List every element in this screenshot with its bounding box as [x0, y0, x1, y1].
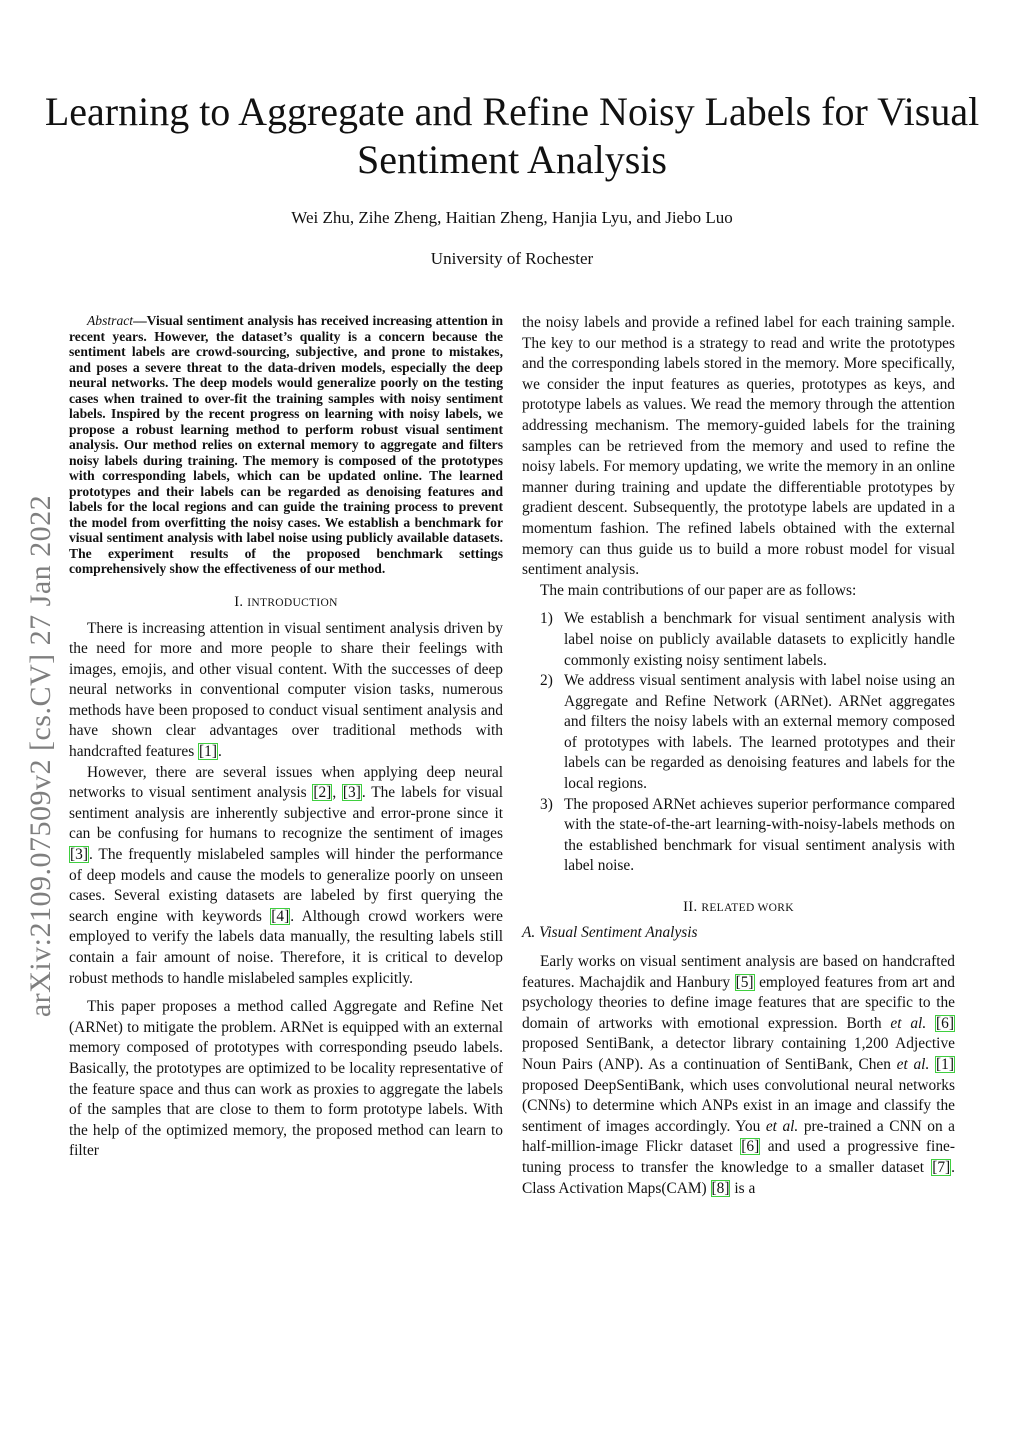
text-run: pre-trained a CNN on a half-million-image Flickr dataset: [522, 1117, 955, 1156]
section-heading-introduction: [69, 594, 503, 611]
citation-link[interactable]: [6]: [741, 1138, 760, 1156]
list-number: 2): [540, 672, 553, 690]
citation-link[interactable]: [7]: [932, 1158, 951, 1176]
citation-link[interactable]: [3]: [70, 846, 88, 864]
citation-link[interactable]: [3]: [342, 784, 361, 802]
section-heading-related-work: [522, 899, 955, 916]
abstract-lead: Abstract: [87, 313, 134, 328]
subsection-heading: A. Visual Sentiment Analysis: [522, 924, 698, 942]
text-run: et al.: [890, 1014, 927, 1032]
citation-link[interactable]: [2]: [313, 784, 332, 802]
list-text: We address visual sentiment analysis with label noise using an Aggregate and Refine Network (ARNet). ARNet aggregates and filters the noisy labels with an external memory composed of prototypes with labels. The learned prototypes and their labels can be regarded as denoising features and labels for the local regions.: [564, 672, 955, 793]
list-item: [522, 609, 955, 671]
related-paragraph-1: [522, 952, 955, 1199]
contributions-intro: The main contributions of our paper are as follows:: [540, 581, 857, 599]
intro-paragraph-1: [69, 619, 503, 763]
citation-link[interactable]: [8]: [711, 1179, 730, 1197]
abstract-text: —Visual sentiment analysis has received increasing attention in recent years. However, the dataset’s quality is a concern because the sentiment labels are crowd-sourcing, subjective, and prone to mistakes, and poses a severe threat to the data-driven models, especially the deep neural networks. The deep models would generalize poorly on the testing cases when trained to over-fit the training samples with noisy sentiment labels. Inspired by the recent progress on learning with noisy labels, we propose a robust learning method to perform robust visual sentiment analysis. Our method relies on external memory to aggregate and filters noisy labels during training. The memory is composed of the prototypes with corresponding labels, which can be updated online. The learned prototypes and their labels can be regarded as denoising features and labels for the local regions and can guide the training process to prevent the model from overfitting the noisy cases. We establish a benchmark for visual sentiment analysis with label noise using publicly available datasets. The experiment results of the proposed benchmark settings comprehensively show the effectiveness of our method.: [69, 313, 503, 576]
section-number: II.: [683, 899, 698, 916]
list-number: 1): [540, 610, 553, 628]
paper-title: Learning to Aggregate and Refine Noisy Labels for Visual Sentiment Analysis: [44, 89, 980, 182]
citation-link[interactable]: [5]: [735, 973, 754, 991]
right-column: [522, 313, 955, 1199]
text-run: .: [218, 743, 222, 761]
text-run: There is increasing attention in visual sentiment analysis driven by the need for more and more people to share their feelings with images, emojis, and other visual content. With the successes of deep neural networks in conventional computer vision tasks, numerous methods have been proposed to conduct visual sentiment analysis and have shown clear advantages over traditional methods with handcrafted features: [69, 619, 503, 761]
list-item: [522, 671, 955, 795]
text-run: et al.: [765, 1117, 799, 1135]
text-run: employed features from art and psychology theories to define image features that are specific to the domain of artworks with emotional expression. Borth: [522, 973, 955, 1032]
abstract: [69, 313, 503, 577]
section-title: RELATED WORK: [701, 902, 794, 915]
list-number: 3): [540, 795, 553, 813]
text-run: Early works on visual sentiment analysis are based on handcrafted features. Machajdik and Hanbury: [522, 953, 955, 991]
text-run: . Class Activation Maps(CAM): [522, 1158, 955, 1197]
intro-paragraph-3: This paper proposes a method called Aggregate and Refine Net (ARNet) to mitigate the problem. ARNet is equipped with an external memory composed of prototypes with corresponding pseudo labels. Basically, the prototypes are optimized to be locality representative of the feature space and thus can work as proxies to aggregate the labels of the samples that are close to them to form prototype labels. With the help of the optimized memory, the proposed method can learn to filter: [69, 998, 503, 1160]
contributions-list: [522, 609, 955, 877]
text-run: and used a progressive fine-tuning process to transfer the knowledge to a smaller dataset: [522, 1138, 955, 1176]
citation-link[interactable]: [1]: [936, 1056, 954, 1073]
author-list: Wei Zhu, Zihe Zheng, Haitian Zheng, Hanjia Lyu, and Jiebo Luo: [291, 208, 733, 227]
text-run: ,: [332, 784, 342, 802]
text-run: . Although crowd workers were employed to verify the labels data manually, the resulting labels still contain a fair amount of noise. Therefore, it is critical to develop robust methods to handle mislabeled samples explicitly.: [69, 907, 503, 987]
left-column: [69, 313, 503, 1162]
intro-paragraph-2: [69, 763, 503, 990]
affiliation: University of Rochester: [430, 249, 594, 268]
text-run: et al.: [896, 1056, 930, 1073]
intro-paragraph-4: the noisy labels and provide a refined label for each training sample. The key to our method is a strategy to read and write the prototypes and the corresponding labels stored in the memory. More specifically, we consider the input features as queries, prototypes as keys, and prototype labels as values. We read the memory through the attention addressing mechanism. The memory-guided labels for the training samples can be retrieved from the memory and used to refine the noisy labels. For memory updating, we write the memory in an online manner during training and update the differentiable prototypes by gradient descent. Subsequently, the prototype labels are updated in a momentum fashion. The refined labels obtained with the external memory can thus guide us to build a more robust model for visual sentiment analysis.: [522, 314, 955, 579]
text-run: proposed SentiBank, a detector library containing 1,200 Adjective Noun Pairs (ANP). As a continuation of SentiBank, Chen: [522, 1035, 955, 1073]
arxiv-stamp: arXiv:2109.07509v2 [cs.CV] 27 Jan 2022: [24, 494, 57, 1018]
text-run: proposed DeepSentiBank, which uses convolutional neural networks (CNNs) to determine which ANPs exist in an image and classify the sentiment of images accordingly. You: [522, 1076, 955, 1135]
list-text: The proposed ARNet achieves superior performance compared with the state-of-the-art learning-with-noisy-labels methods on the established benchmark for visual sentiment analysis with label noise.: [564, 795, 955, 875]
list-item: [522, 795, 955, 877]
text-run: . The frequently mislabeled samples will hinder the performance of deep models and cause the models to generalize poorly on unseen cases. Several existing datasets are labeled by first querying the search engine with keywords: [69, 846, 503, 925]
citation-link[interactable]: [4]: [271, 907, 290, 925]
citation-link[interactable]: [1]: [199, 743, 217, 761]
section-title: INTRODUCTION: [247, 596, 338, 609]
list-text: We establish a benchmark for visual sentiment analysis with label noise on publicly available datasets to explicitly handle commonly existing noisy sentiment labels.: [564, 610, 955, 669]
text-run: . The labels for visual sentiment analysis are inherently subjective and error-prone since it can be confusing for humans to recognize the sentiment of images: [69, 784, 503, 843]
text-run: is a: [730, 1179, 756, 1197]
section-number: I.: [234, 593, 244, 610]
citation-link[interactable]: [6]: [936, 1014, 954, 1032]
text-run: However, there are several issues when applying deep neural networks to visual sentiment analysis: [69, 763, 503, 802]
